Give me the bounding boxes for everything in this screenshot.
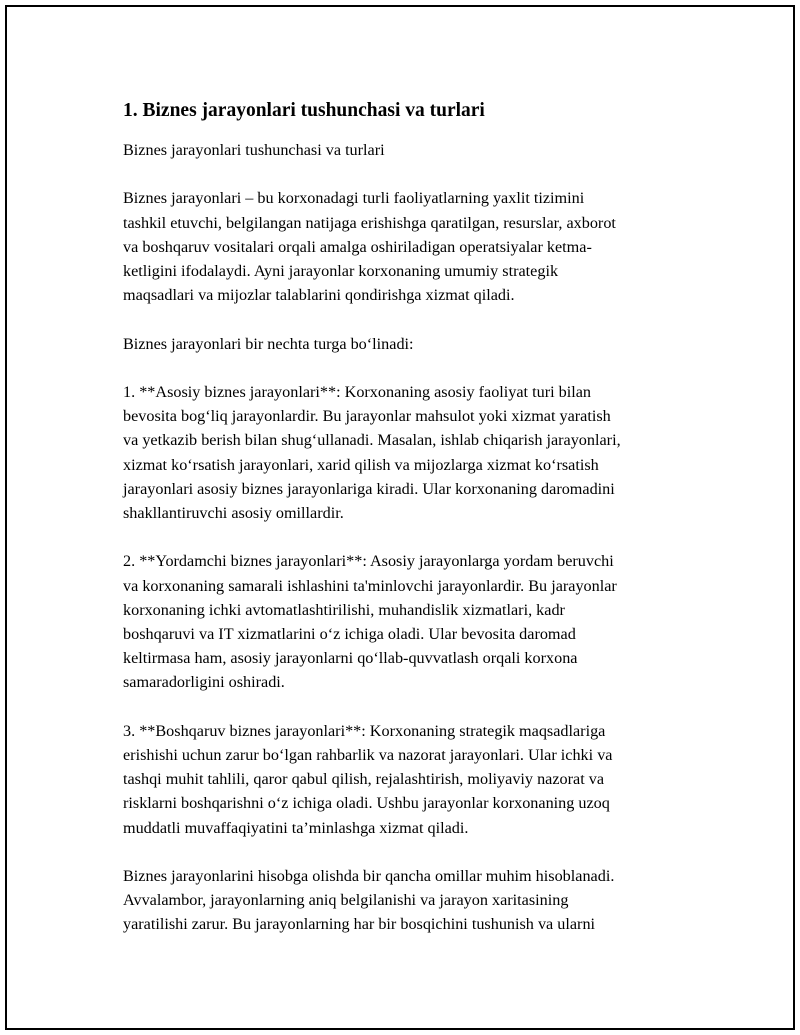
text-line: erishishi uchun zarur bo‘lgan rahbarlik va nazorat jarayonlari. Ular ichki va — [123, 746, 613, 764]
text-line: va yetkazib berish bilan shug‘ullanadi. Masalan, ishlab chiqarish jarayonlari, — [123, 431, 621, 450]
text-line: boshqaruvi va IT xizmatlarini o‘z ichiga oladi. Ular bevosita daromad — [123, 625, 576, 643]
text-line: korxonaning ichki avtomatlashtirilishi, muhandislik xizmatlari, kadr — [123, 600, 565, 619]
paragraph-core-processes — [123, 380, 703, 525]
text-line: jarayonlari asosiy biznes jarayonlariga kiradi. Ular korxonaning daromadini — [123, 479, 615, 498]
text-line: keltirmasa ham, asosiy jarayonlarni qo‘llab-quvvatlash orqali korxona — [123, 649, 578, 668]
text-line: samaradorligini oshiradi. — [123, 673, 285, 692]
section-heading: 1. Biznes jarayonlari tushunchasi va turlari — [123, 100, 485, 121]
paragraph-definition — [123, 186, 703, 307]
text-line: Biznes jarayonlari tushunchasi va turlari — [123, 141, 385, 159]
text-line: risklarni boshqarishni o‘z ichiga oladi. Ushbu jarayonlar korxonaning uzoq — [123, 794, 610, 813]
text-line: va korxonaning samarali ishlashini ta'minlovchi jarayonlardir. Bu jarayonlar — [123, 576, 617, 595]
text-line: shakllantiruvchi asosiy omillardir. — [123, 504, 344, 522]
paragraph-support-processes — [123, 549, 703, 694]
text-line: Biznes jarayonlarini hisobga olishda bir qancha omillar muhim hisoblanadi. — [123, 867, 615, 885]
page-frame — [5, 5, 795, 1030]
paragraph-accounting-factors — [123, 864, 703, 937]
text-line: tashqi muhit tahlili, qaror qabul qilish, rejalashtirish, moliyaviy nazorat va — [123, 770, 605, 789]
paragraph-management-processes — [123, 719, 703, 840]
text-line: tashkil etuvchi, belgilangan natijaga erishishga qaratilgan, resurslar, axborot — [123, 213, 616, 232]
text-line: 2. **Yordamchi biznes jarayonlari**: Asosiy jarayonlarga yordam beruvchi — [123, 552, 614, 571]
text-line: muddatli muvaffaqiyatini ta’minlashga xizmat qiladi. — [123, 818, 469, 837]
text-line: 1. **Asosiy biznes jarayonlari**: Korxonaning asosiy faoliyat turi bilan — [123, 382, 591, 401]
text-line: va boshqaruv vositalari orqali amalga oshiriladigan operatsiyalar ketma- — [123, 237, 592, 256]
text-line: Biznes jarayonlari bir nechta turga bo‘linadi: — [123, 334, 414, 353]
text-line: ketligini ifodalaydi. Ayni jarayonlar korxonaning umumiy strategik — [123, 262, 559, 280]
text-line: bevosita bog‘liq jarayonlardir. Bu jarayonlar mahsulot yoki xizmat yaratish — [123, 407, 611, 426]
paragraph-subtitle — [123, 138, 703, 162]
text-line: maqsadlari va mijozlar talablarini qondirishga xizmat qiladi. — [123, 286, 515, 305]
text-line: 3. **Boshqaruv biznes jarayonlari**: Korxonaning strategik maqsadlariga — [123, 721, 606, 740]
text-line: yaratilishi zarur. Bu jarayonlarning har bir bosqichini tushunish va ularni — [123, 915, 596, 934]
text-line: xizmat ko‘rsatish jarayonlari, xarid qilish va mijozlarga xizmat ko‘rsatish — [123, 455, 599, 474]
paragraph-types-intro — [123, 332, 703, 356]
text-line: Biznes jarayonlari – bu korxonadagi turli faoliyatlarning yaxlit tizimini — [123, 189, 585, 208]
document-body — [123, 97, 703, 961]
text-line: Avvalambor, jarayonlarning aniq belgilanishi va jarayon xaritasining — [123, 891, 569, 910]
